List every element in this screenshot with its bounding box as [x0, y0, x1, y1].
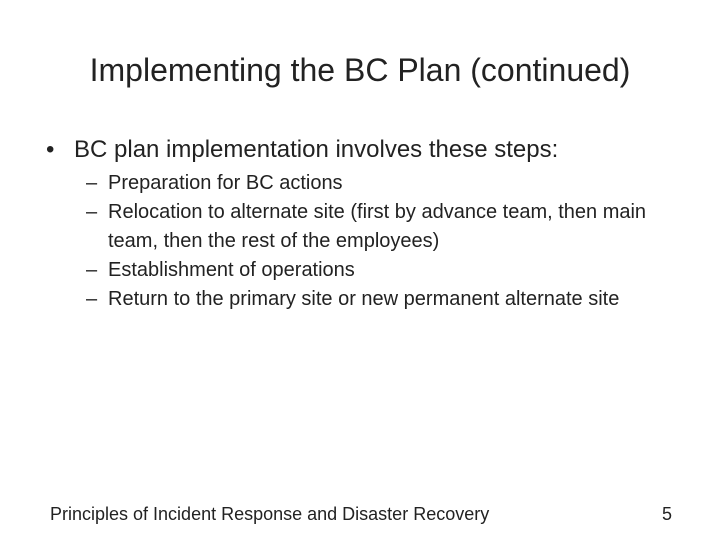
sub-bullet-text: Preparation for BC actions	[108, 172, 343, 194]
footer-course-title: Principles of Incident Response and Disaster Recovery	[50, 504, 490, 524]
sub-bullet-item	[86, 285, 696, 314]
sub-bullet-item	[86, 256, 696, 285]
sub-bullet-text: Relocation to alternate site (first by advance team, then main team, then the rest of the employees)	[108, 201, 647, 252]
dash-marker: –	[86, 259, 98, 281]
slide-title: Implementing the BC Plan (continued)	[89, 52, 631, 88]
sub-bullet-item	[86, 169, 696, 198]
bullet-marker: •	[46, 136, 55, 163]
main-bullet-text: BC plan implementation involves these steps:	[74, 136, 559, 163]
dash-marker: –	[86, 172, 98, 194]
sub-bullet-text: Return to the primary site or new permanent alternate site	[108, 288, 620, 310]
sub-bullet-text: Establishment of operations	[108, 259, 355, 281]
page-number: 5	[661, 504, 672, 524]
sub-bullet-list	[86, 169, 696, 314]
sub-bullet-item	[86, 198, 696, 256]
dash-marker: –	[86, 201, 98, 223]
dash-marker: –	[86, 288, 98, 310]
